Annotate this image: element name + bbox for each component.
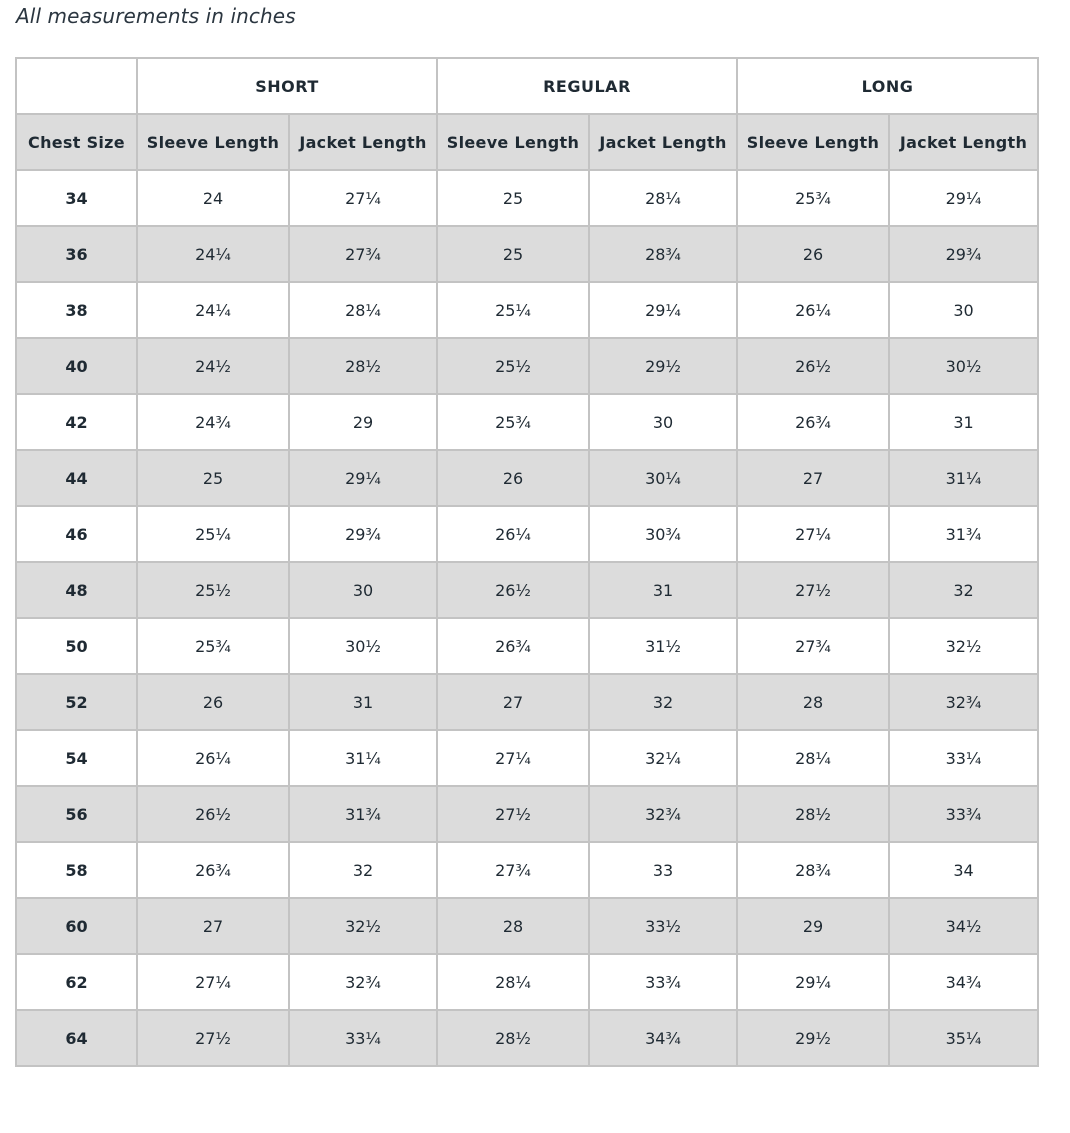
- short-jacket-cell: 30½: [289, 618, 437, 674]
- short-sleeve-cell: 24¾: [137, 394, 289, 450]
- chest-size-cell: 42: [16, 394, 137, 450]
- table-row: [16, 226, 1038, 282]
- long-jacket-cell: 32½: [889, 618, 1038, 674]
- long-jacket-cell: 35¼: [889, 1010, 1038, 1066]
- empty-corner-cell: [16, 58, 137, 114]
- long-sleeve-cell: 27½: [737, 562, 889, 618]
- chest-size-cell: 60: [16, 898, 137, 954]
- regular-sleeve-cell: 26¾: [437, 618, 589, 674]
- long-jacket-cell: 32¾: [889, 674, 1038, 730]
- long-sleeve-cell: 29½: [737, 1010, 889, 1066]
- long-sleeve-cell: 28¼: [737, 730, 889, 786]
- short-jacket-cell: 32¾: [289, 954, 437, 1010]
- short-jacket-cell: 29¾: [289, 506, 437, 562]
- short-sleeve-cell: 27¼: [137, 954, 289, 1010]
- regular-sleeve-cell: 27¾: [437, 842, 589, 898]
- long-jacket-cell: 30½: [889, 338, 1038, 394]
- long-sleeve-cell: 27¼: [737, 506, 889, 562]
- regular-jacket-cell: 29½: [589, 338, 737, 394]
- table-row: [16, 282, 1038, 338]
- short-sleeve-cell: 24¼: [137, 226, 289, 282]
- long-jacket-cell: 29¼: [889, 170, 1038, 226]
- short-jacket-cell: 31¾: [289, 786, 437, 842]
- regular-sleeve-cell: 28¼: [437, 954, 589, 1010]
- group-short-header: SHORT: [137, 58, 437, 114]
- short-sleeve-cell: 25: [137, 450, 289, 506]
- long-jacket-cell: 31¾: [889, 506, 1038, 562]
- long-jacket-length-header: Jacket Length: [889, 114, 1038, 170]
- chest-size-cell: 34: [16, 170, 137, 226]
- table-row: [16, 674, 1038, 730]
- short-sleeve-length-header: Sleeve Length: [137, 114, 289, 170]
- regular-sleeve-cell: 26¼: [437, 506, 589, 562]
- short-sleeve-cell: 24: [137, 170, 289, 226]
- table-row: [16, 450, 1038, 506]
- regular-jacket-cell: 31½: [589, 618, 737, 674]
- table-row: [16, 786, 1038, 842]
- short-sleeve-cell: 25¾: [137, 618, 289, 674]
- regular-sleeve-cell: 25: [437, 226, 589, 282]
- group-long-header: LONG: [737, 58, 1038, 114]
- short-jacket-cell: 32½: [289, 898, 437, 954]
- column-header-row: [16, 114, 1038, 170]
- chest-size-cell: 62: [16, 954, 137, 1010]
- long-sleeve-cell: 25¾: [737, 170, 889, 226]
- long-sleeve-cell: 27: [737, 450, 889, 506]
- long-jacket-cell: 31¼: [889, 450, 1038, 506]
- chest-size-cell: 44: [16, 450, 137, 506]
- long-jacket-cell: 34¾: [889, 954, 1038, 1010]
- chest-size-cell: 52: [16, 674, 137, 730]
- short-jacket-cell: 28¼: [289, 282, 437, 338]
- regular-sleeve-cell: 27½: [437, 786, 589, 842]
- regular-jacket-length-header: Jacket Length: [589, 114, 737, 170]
- chest-size-cell: 46: [16, 506, 137, 562]
- regular-jacket-cell: 30: [589, 394, 737, 450]
- table-row: [16, 898, 1038, 954]
- short-sleeve-cell: 25½: [137, 562, 289, 618]
- chest-size-cell: 36: [16, 226, 137, 282]
- regular-jacket-cell: 30¼: [589, 450, 737, 506]
- long-sleeve-cell: 28½: [737, 786, 889, 842]
- regular-jacket-cell: 34¾: [589, 1010, 737, 1066]
- short-jacket-cell: 29¼: [289, 450, 437, 506]
- group-regular-header: REGULAR: [437, 58, 737, 114]
- short-sleeve-cell: 26¼: [137, 730, 289, 786]
- long-sleeve-cell: 29¼: [737, 954, 889, 1010]
- long-jacket-cell: 32: [889, 562, 1038, 618]
- short-jacket-cell: 33¼: [289, 1010, 437, 1066]
- short-jacket-length-header: Jacket Length: [289, 114, 437, 170]
- short-jacket-cell: 27¼: [289, 170, 437, 226]
- regular-jacket-cell: 32: [589, 674, 737, 730]
- table-row: [16, 842, 1038, 898]
- long-sleeve-cell: 27¾: [737, 618, 889, 674]
- regular-sleeve-cell: 26½: [437, 562, 589, 618]
- long-sleeve-cell: 26: [737, 226, 889, 282]
- size-chart-table: [15, 57, 1039, 1067]
- regular-jacket-cell: 31: [589, 562, 737, 618]
- regular-sleeve-cell: 25¾: [437, 394, 589, 450]
- size-chart-body: [16, 170, 1038, 1066]
- table-row: [16, 730, 1038, 786]
- table-row: [16, 562, 1038, 618]
- short-jacket-cell: 31: [289, 674, 437, 730]
- short-sleeve-cell: 26½: [137, 786, 289, 842]
- table-row: [16, 506, 1038, 562]
- short-jacket-cell: 29: [289, 394, 437, 450]
- short-sleeve-cell: 27½: [137, 1010, 289, 1066]
- regular-jacket-cell: 32¾: [589, 786, 737, 842]
- short-jacket-cell: 31¼: [289, 730, 437, 786]
- long-jacket-cell: 34: [889, 842, 1038, 898]
- chest-size-cell: 54: [16, 730, 137, 786]
- regular-jacket-cell: 28¼: [589, 170, 737, 226]
- regular-jacket-cell: 30¾: [589, 506, 737, 562]
- short-sleeve-cell: 25¼: [137, 506, 289, 562]
- long-jacket-cell: 31: [889, 394, 1038, 450]
- regular-jacket-cell: 33¾: [589, 954, 737, 1010]
- measurement-note: All measurements in inches: [16, 4, 296, 28]
- regular-sleeve-cell: 25: [437, 170, 589, 226]
- chest-size-cell: 50: [16, 618, 137, 674]
- regular-sleeve-cell: 28½: [437, 1010, 589, 1066]
- regular-sleeve-length-header: Sleeve Length: [437, 114, 589, 170]
- short-jacket-cell: 28½: [289, 338, 437, 394]
- chest-size-cell: 56: [16, 786, 137, 842]
- regular-jacket-cell: 32¼: [589, 730, 737, 786]
- short-sleeve-cell: 24½: [137, 338, 289, 394]
- long-sleeve-cell: 26½: [737, 338, 889, 394]
- chest-size-cell: 64: [16, 1010, 137, 1066]
- long-sleeve-cell: 28: [737, 674, 889, 730]
- regular-jacket-cell: 33: [589, 842, 737, 898]
- regular-sleeve-cell: 27¼: [437, 730, 589, 786]
- chest-size-cell: 58: [16, 842, 137, 898]
- regular-jacket-cell: 33½: [589, 898, 737, 954]
- long-sleeve-cell: 29: [737, 898, 889, 954]
- chest-size-cell: 40: [16, 338, 137, 394]
- regular-jacket-cell: 28¾: [589, 226, 737, 282]
- regular-sleeve-cell: 27: [437, 674, 589, 730]
- long-jacket-cell: 33¼: [889, 730, 1038, 786]
- long-jacket-cell: 30: [889, 282, 1038, 338]
- table-row: [16, 394, 1038, 450]
- table-row: [16, 954, 1038, 1010]
- long-sleeve-length-header: Sleeve Length: [737, 114, 889, 170]
- chest-size-cell: 48: [16, 562, 137, 618]
- table-row: [16, 338, 1038, 394]
- chest-size-cell: 38: [16, 282, 137, 338]
- long-jacket-cell: 29¾: [889, 226, 1038, 282]
- short-sleeve-cell: 26¾: [137, 842, 289, 898]
- long-sleeve-cell: 26¾: [737, 394, 889, 450]
- long-sleeve-cell: 26¼: [737, 282, 889, 338]
- table-row: [16, 618, 1038, 674]
- table-row: [16, 1010, 1038, 1066]
- group-header-row: [16, 58, 1038, 114]
- table-row: [16, 170, 1038, 226]
- regular-sleeve-cell: 25½: [437, 338, 589, 394]
- long-sleeve-cell: 28¾: [737, 842, 889, 898]
- regular-jacket-cell: 29¼: [589, 282, 737, 338]
- short-sleeve-cell: 27: [137, 898, 289, 954]
- regular-sleeve-cell: 28: [437, 898, 589, 954]
- regular-sleeve-cell: 26: [437, 450, 589, 506]
- regular-sleeve-cell: 25¼: [437, 282, 589, 338]
- short-sleeve-cell: 26: [137, 674, 289, 730]
- short-jacket-cell: 27¾: [289, 226, 437, 282]
- chest-size-header: Chest Size: [16, 114, 137, 170]
- short-jacket-cell: 30: [289, 562, 437, 618]
- short-jacket-cell: 32: [289, 842, 437, 898]
- short-sleeve-cell: 24¼: [137, 282, 289, 338]
- long-jacket-cell: 33¾: [889, 786, 1038, 842]
- long-jacket-cell: 34½: [889, 898, 1038, 954]
